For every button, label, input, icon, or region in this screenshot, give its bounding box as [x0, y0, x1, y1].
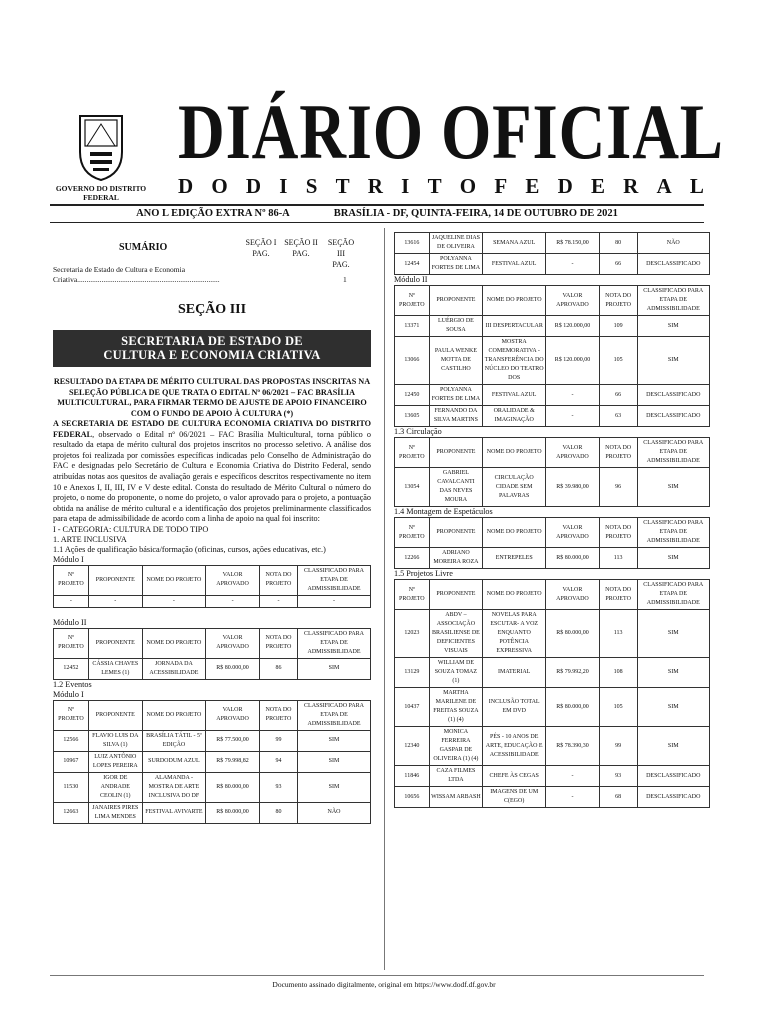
table-cell: PAULA WENKE MOTTA DE CASTILHO [429, 337, 483, 385]
column-header: CLASSIFICADO PARA ETAPA DE ADMISSIBILIDADE [637, 286, 709, 316]
montagem-label: 1.4 Montagem de Espetáculos [394, 507, 493, 516]
column-divider [384, 228, 385, 970]
column-header: Nº PROJETO [54, 700, 89, 730]
table-cell: 12340 [395, 727, 430, 766]
newspaper-title: DIÁRIO OFICIAL [178, 88, 724, 175]
table-cell: R$ 79.992,20 [546, 658, 600, 688]
subtitle-letter: O [211, 174, 228, 198]
table-cell: ENTREPELES [483, 548, 546, 569]
table-cell: - [546, 406, 600, 427]
table-cell: ABDV – ASSOCIAÇÃO BRASILIENSE DE DEFICIENTES VISUAIS [429, 610, 483, 658]
table-cell: WISSAM ARBASH [429, 787, 483, 808]
table-cell: 13616 [395, 233, 430, 254]
table-cell: 63 [599, 406, 637, 427]
column-header: NOME DO PROJETO [142, 565, 205, 595]
subtitle-letter: R [623, 174, 639, 198]
table-cell: 12566 [54, 730, 89, 751]
column-header: Nº PROJETO [395, 518, 430, 548]
table-row [395, 548, 710, 569]
column-header: Nº PROJETO [54, 628, 89, 658]
table-cell: R$ 80.000,00 [546, 688, 600, 727]
subtitle-letter: I [279, 174, 288, 198]
column-header: NOME DO PROJETO [142, 700, 205, 730]
right-column [394, 232, 710, 808]
section-heading: SEÇÃO III [177, 302, 247, 317]
subtitle-letter: O [459, 174, 477, 198]
column-header: PROPONENTE [429, 438, 483, 468]
table-cell: 105 [599, 337, 637, 385]
table-cell: 13054 [395, 468, 430, 507]
column-header: PROPONENTE [429, 580, 483, 610]
column-header: VALOR APROVADO [546, 580, 600, 610]
table-row [54, 772, 371, 802]
gdf-logo [50, 112, 152, 202]
column-header: CLASSIFICADO PARA ETAPA DE ADMISSIBILIDADE [298, 700, 371, 730]
table-cell: IMATERIAL [483, 658, 546, 688]
table-cell: R$ 78.390,30 [546, 727, 600, 766]
results-table [53, 628, 371, 680]
subtitle-letter: T [335, 174, 350, 198]
column-header: VALOR APROVADO [206, 565, 260, 595]
table-cell: 113 [599, 548, 637, 569]
column-header: PROPONENTE [88, 628, 142, 658]
results-table [394, 437, 710, 507]
table-row [395, 254, 710, 275]
column-header: Nº PROJETO [395, 438, 430, 468]
table-cell: - [260, 595, 298, 607]
table-header-row [54, 565, 371, 595]
subtitle-letter: A [656, 174, 672, 198]
table-cell: JANAIRES PIRES LIMA MENDES [88, 802, 142, 823]
table-cell: NÃO [637, 233, 709, 254]
table-cell: SIM [298, 730, 371, 751]
subtitle-letter: S [305, 174, 318, 198]
column-header: NOME DO PROJETO [142, 628, 205, 658]
sumario-entry[interactable]: Secretaria de Estado de Cultura e Economia Criativa............................................................................ [53, 265, 220, 284]
column-header: Nº PROJETO [395, 286, 430, 316]
table-cell: 68 [599, 787, 637, 808]
table-cell: R$ 120.000,00 [546, 337, 600, 385]
table-cell: 12023 [395, 610, 430, 658]
table-cell: NÃO [298, 802, 371, 823]
table-cell: 12450 [395, 385, 430, 406]
table-row [395, 385, 710, 406]
table-cell: - [546, 385, 600, 406]
column-header: PROPONENTE [429, 518, 483, 548]
table-row [54, 730, 371, 751]
table-cell: 13605 [395, 406, 430, 427]
table-cell: FESTIVAL AVIVARTE [142, 802, 205, 823]
table-cell: SIM [298, 658, 371, 679]
table-cell: 13129 [395, 658, 430, 688]
table-cell: SEMANA AZUL [483, 233, 546, 254]
sumario [53, 228, 371, 284]
table-row [54, 658, 371, 679]
logo-text: GOVERNO DO DISTRITO FEDERAL [55, 184, 147, 202]
table-cell: R$ 120.000,00 [546, 316, 600, 337]
table-cell: 13066 [395, 337, 430, 385]
table-cell: DESCLASSIFICADO [637, 385, 709, 406]
column-header: Nº PROJETO [395, 580, 430, 610]
table-cell: 93 [599, 766, 637, 787]
circulacao-label: 1.3 Circulação [394, 427, 442, 436]
table-cell: SIM [637, 316, 709, 337]
table-cell: CHEFE ÀS CEGAS [483, 766, 546, 787]
table-cell: DESCLASSIFICADO [637, 254, 709, 275]
table-cell: BRASÍLIA TÁTIL - 5ª EDIÇÃO [142, 730, 205, 751]
table-row [395, 610, 710, 658]
table-cell: R$ 80.000,00 [546, 610, 600, 658]
table-cell: CIRCULAÇÃO CIDADE SEM PALAVRAS [483, 468, 546, 507]
table-cell: R$ 80.000,00 [206, 772, 260, 802]
table-row [395, 406, 710, 427]
table-cell: 93 [260, 772, 298, 802]
table-cell: PÉS - 10 ANOS DE ARTE, EDUCAÇÃO E ACESSIBILIDADE [483, 727, 546, 766]
table-cell: 11846 [395, 766, 430, 787]
table-cell: R$ 78.150,00 [546, 233, 600, 254]
table-cell: SIM [637, 610, 709, 658]
results-table [53, 565, 371, 608]
table-cell: SIM [298, 772, 371, 802]
table-row [395, 468, 710, 507]
subtitle-letter: E [525, 174, 540, 198]
table-cell: R$ 77.500,00 [206, 730, 260, 751]
column-header: NOME DO PROJETO [483, 580, 546, 610]
column-header: NOME DO PROJETO [483, 438, 546, 468]
table-cell: SIM [637, 688, 709, 727]
table-row [54, 751, 371, 772]
footer-rule [50, 975, 704, 976]
footer-note: Documento assinado digitalmente, original em https://www.dodf.df.gov.br [272, 980, 496, 989]
edition-number: ANO L EDIÇÃO EXTRA Nº 86-A [136, 208, 290, 219]
column-header: CLASSIFICADO PARA ETAPA DE ADMISSIBILIDADE [637, 518, 709, 548]
livre-label: 1.5 Projetos Livre [394, 569, 453, 578]
column-header: VALOR APROVADO [546, 438, 600, 468]
column-header: CLASSIFICADO PARA ETAPA DE ADMISSIBILIDADE [298, 628, 371, 658]
table-cell: LUÉRGIO DE SOUSA [429, 316, 483, 337]
modulo-label: Módulo II [53, 617, 87, 627]
masthead [50, 88, 724, 202]
table-cell: 80 [599, 233, 637, 254]
table-cell: - [206, 595, 260, 607]
column-header: NOTA DO PROJETO [260, 628, 298, 658]
column-header: CLASSIFICADO PARA ETAPA DE ADMISSIBILIDADE [298, 565, 371, 595]
table-cell: DESCLASSIFICADO [637, 406, 709, 427]
column-header: NOME DO PROJETO [483, 286, 546, 316]
table-cell: 96 [599, 468, 637, 507]
table-cell: ALAMANDA - MOSTRA DE ARTE INCLUSIVA DO DF [142, 772, 205, 802]
table-cell: 99 [260, 730, 298, 751]
resultado-heading: RESULTADO DA ETAPA DE MÉRITO CULTURAL DAS PROPOSTAS INSCRITAS NA SELEÇÃO PÚBLICA DE QUE TRATA O EDITAL Nº 06/2021 – FAC BRASÍLIA MULTICULTURAL, PARA FIRMAR TERMO DE AJUSTE DE APOIO FINANCEIRO COM O FUNDO DE APOIO À CULTURA (*) [53, 377, 371, 418]
left-column [53, 228, 371, 824]
table-cell: 13371 [395, 316, 430, 337]
table-header-row [54, 700, 371, 730]
table-cell: SIM [637, 468, 709, 507]
column-header: NOTA DO PROJETO [260, 700, 298, 730]
table-cell: R$ 39.980,00 [546, 468, 600, 507]
table-cell: GABRIEL CAVALCANTI DAS NEVES MOURA [429, 468, 483, 507]
results-table [394, 285, 710, 427]
column-header: NOTA DO PROJETO [599, 438, 637, 468]
table-cell: - [88, 595, 142, 607]
table-cell: R$ 80.000,00 [206, 802, 260, 823]
table-cell: ORALIDADE & IMAGINAÇÃO [483, 406, 546, 427]
table-cell: 66 [599, 385, 637, 406]
table-cell: CÁSSIA CHAVES LEMES (1) [88, 658, 142, 679]
table-cell: 108 [599, 658, 637, 688]
subtitle-letter: R [367, 174, 383, 198]
body-paragraph: A SECRETARIA DE ESTADO DE CULTURA ECONOMIA CRIATIVA DO DISTRITO FEDERAL, observado o Edital nº 06/2021 – FAC Brasília Multicultural, torna público o resultado da etapa de mérito cultural dos projetos inscritos no processo seletivo. A análise dos projetos foi realizada por comissões específicas indicadas pelo Conselho de Administração do FAC e designadas pelo Secretário de Cultura e Economia Criativa do Distrito Federal, sendo atribuídas notas aos quesitos de avaliação gerais e específicos descritos respectivamente no item 10 e Anexos I, II, III, IV e V deste edital. Consta do resultado de Mérito Cultural o número do projeto, o nome do proponente, o nome do projeto, o valor aprovado para o projeto, a pontuação obtida na análise de mérito cultural e a identificação dos projetos preliminarmente classificados para etapa de admissibilidade de acordo com a linha de apoio na qual foi inscrito: [53, 419, 371, 524]
table-cell: INCLUSÃO TOTAL EM DVD [483, 688, 546, 727]
table-cell: 12452 [54, 658, 89, 679]
table-cell: 109 [599, 316, 637, 337]
table-cell: 10656 [395, 787, 430, 808]
table-cell: 12454 [395, 254, 430, 275]
table-row [54, 802, 371, 823]
table-header-row [395, 580, 710, 610]
table-cell: CAZA FILMES LTDA [429, 766, 483, 787]
table-row [395, 316, 710, 337]
category-label: I - CATEGORIA: CULTURA DE TODO TIPO [53, 524, 209, 534]
column-header: NOTA DO PROJETO [599, 286, 637, 316]
column-header: PROPONENTE [429, 286, 483, 316]
results-table [394, 232, 710, 275]
table-cell: MONICA FERREIRA GASPAR DE OLIVEIRA (1) (4) [429, 727, 483, 766]
subtitle-letter: E [590, 174, 605, 198]
table-row [395, 658, 710, 688]
table-cell: 12663 [54, 802, 89, 823]
column-header: VALOR APROVADO [206, 700, 260, 730]
table-cell: R$ 80.000,00 [206, 658, 260, 679]
results-table [394, 517, 710, 569]
edition-date: BRASÍLIA - DF, QUINTA-FEIRA, 14 DE OUTUBRO DE 2021 [333, 208, 618, 219]
table-cell: WILLIAM DE SOUZA TOMAZ (1) [429, 658, 483, 688]
table-cell: IMAGENS DE UM C(EGO) [483, 787, 546, 808]
table-cell: - [298, 595, 371, 607]
column-header: NOTA DO PROJETO [260, 565, 298, 595]
table-cell: 94 [260, 751, 298, 772]
table-header-row [54, 628, 371, 658]
table-cell: LUIZ ANTÔNIO LOPES PEREIRA [88, 751, 142, 772]
table-cell: 10437 [395, 688, 430, 727]
table-cell: FESTIVAL AZUL [483, 254, 546, 275]
table-cell: - [142, 595, 205, 607]
table-row [395, 727, 710, 766]
table-cell: - [546, 766, 600, 787]
table-cell: 113 [599, 610, 637, 658]
sumario-col: SEÇÃO III PAG. [327, 238, 355, 269]
table-row [395, 787, 710, 808]
column-header: VALOR APROVADO [546, 518, 600, 548]
table-cell: SIM [298, 751, 371, 772]
table-cell: - [546, 254, 600, 275]
sumario-col: SEÇÃO I PAG. [245, 238, 277, 258]
modulo-label: Módulo I [53, 554, 84, 564]
column-header: CLASSIFICADO PARA ETAPA DE ADMISSIBILIDADE [637, 438, 709, 468]
table-cell: 86 [260, 658, 298, 679]
table-cell: SIM [637, 548, 709, 569]
subtitle-letter: D [557, 174, 573, 198]
column-header: NOME DO PROJETO [483, 518, 546, 548]
table-cell: FERNANDO DA SILVA MARTINS [429, 406, 483, 427]
table-cell: POLYANNA FORTES DE LIMA [429, 254, 483, 275]
modulo-label: Módulo II [394, 275, 428, 284]
subtitle-letter: I [401, 174, 410, 198]
table-cell: 99 [599, 727, 637, 766]
table-header-row [395, 286, 710, 316]
table-cell: R$ 79.998,82 [206, 751, 260, 772]
table-cell: POLYANNA FORTES DE LIMA [429, 385, 483, 406]
subtitle-letter: L [689, 174, 704, 198]
subtitle-letter: T [427, 174, 442, 198]
subtitle-letter: F [494, 174, 508, 198]
eventos-label: 1.2 Eventos [53, 679, 92, 689]
table-cell: FESTIVAL AZUL [483, 385, 546, 406]
column-header: VALOR APROVADO [546, 286, 600, 316]
column-header: Nº PROJETO [54, 565, 89, 595]
newspaper-subtitle [178, 174, 704, 199]
results-table [394, 579, 710, 808]
table-row [395, 337, 710, 385]
table-cell: FLAVIO LUIS DA SILVA (1) [88, 730, 142, 751]
table-cell: SIM [637, 658, 709, 688]
table-row [395, 233, 710, 254]
table-row [54, 595, 371, 607]
secretaria-banner: SECRETARIA DE ESTADO DE CULTURA E ECONOMIA CRIATIVA [53, 330, 371, 367]
column-header: VALOR APROVADO [206, 628, 260, 658]
table-cell: III DESPERTACULAR [483, 316, 546, 337]
modulo-label: Módulo I [53, 689, 84, 699]
table-cell: NOVELAS PARA ESCUTAR- A VOZ ENQUANTO POTÊNCIA EXPRESSIVA [483, 610, 546, 658]
table-cell: SIM [637, 337, 709, 385]
arte-label: 1. ARTE INCLUSIVA [53, 534, 127, 544]
table-cell: SURDODUM AZUL [142, 751, 205, 772]
column-header: PROPONENTE [88, 565, 142, 595]
table-cell: DESCLASSIFICADO [637, 766, 709, 787]
table-cell: JORNADA DA ACESSIBILIDADE [142, 658, 205, 679]
subtitle-letter: D [178, 174, 194, 198]
sumario-page: 1 [343, 275, 347, 284]
table-cell: - [54, 595, 89, 607]
edition-bar [50, 204, 704, 223]
table-cell: MARTHA MARILENE DE FREITAS SOUZA (1) (4) [429, 688, 483, 727]
table-cell: 105 [599, 688, 637, 727]
table-cell: 10967 [54, 751, 89, 772]
results-table [53, 700, 371, 824]
table-cell: 11530 [54, 772, 89, 802]
table-cell: 66 [599, 254, 637, 275]
table-cell: JAQUELINE DIAS DE OLIVEIRA [429, 233, 483, 254]
table-row [395, 766, 710, 787]
table-cell: ADRIANO MOREIRA ROZA [429, 548, 483, 569]
table-cell: - [546, 787, 600, 808]
table-row [395, 688, 710, 727]
sumario-heading: SUMÁRIO [119, 242, 168, 253]
table-cell: R$ 80.000,00 [546, 548, 600, 569]
table-cell: 12266 [395, 548, 430, 569]
table-cell: 80 [260, 802, 298, 823]
column-header: NOTA DO PROJETO [599, 518, 637, 548]
sumario-col: SEÇÃO II PAG. [284, 238, 318, 258]
coat-of-arms-icon [78, 112, 124, 182]
table-cell: DESCLASSIFICADO [637, 787, 709, 808]
column-header: NOTA DO PROJETO [599, 580, 637, 610]
table-cell: IGOR DE ANDRADE CEOLIN (1) [88, 772, 142, 802]
column-header: CLASSIFICADO PARA ETAPA DE ADMISSIBILIDADE [637, 580, 709, 610]
subtitle-letter: D [245, 174, 262, 198]
table-header-row [395, 518, 710, 548]
table-cell: MOSTRA COMEMORATIVA - TRANSFERÊNCIA DO NÚCLEO DO TEATRO DOS [483, 337, 546, 385]
acoes-label: 1.1 Ações de qualificação básica/formação (oficinas, cursos, ações educativas, etc.) [53, 544, 326, 554]
table-header-row [395, 438, 710, 468]
column-header: PROPONENTE [88, 700, 142, 730]
table-cell: SIM [637, 727, 709, 766]
